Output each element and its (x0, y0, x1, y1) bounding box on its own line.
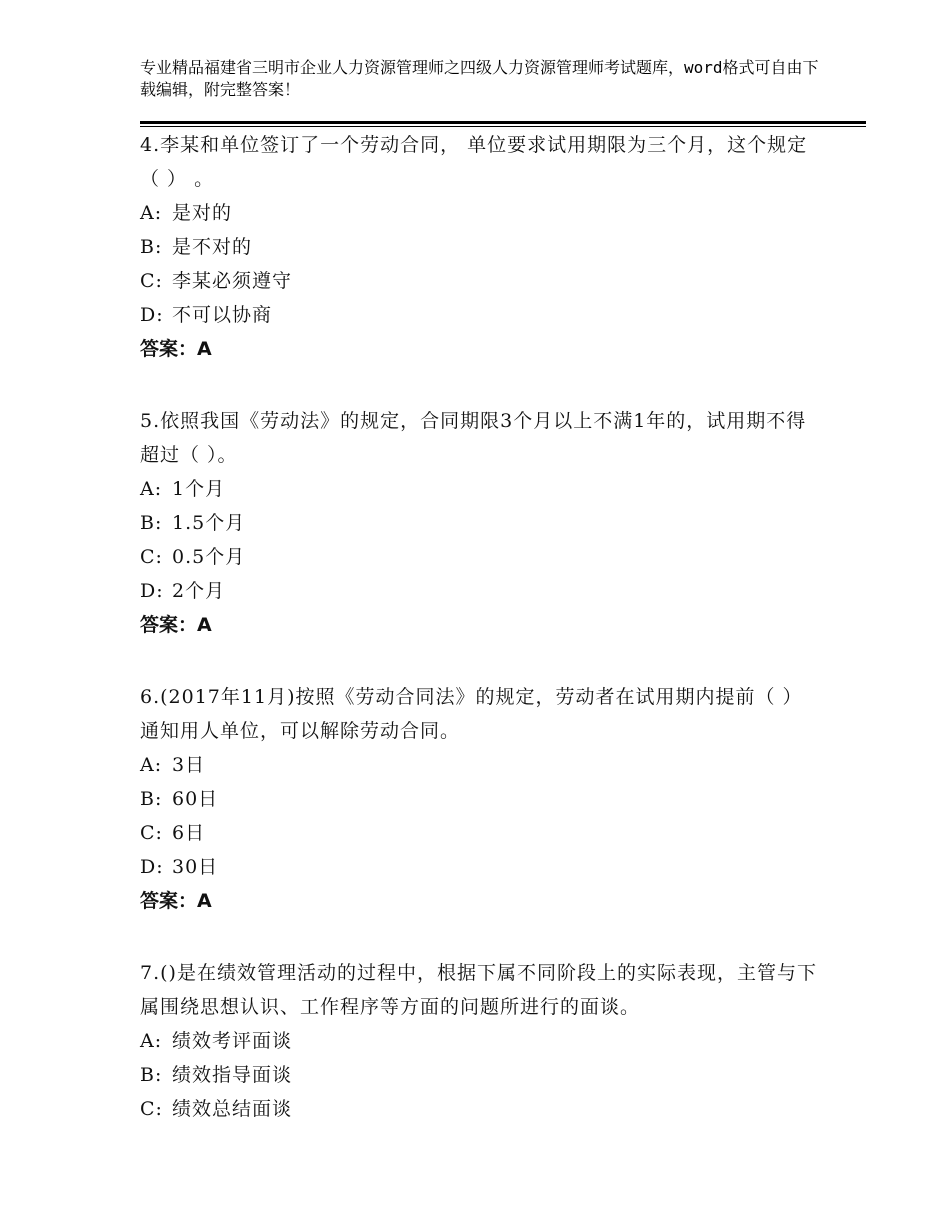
option-c (140, 540, 820, 574)
option-d (140, 850, 820, 884)
option-text: 绩效考评面谈 (172, 1030, 293, 1052)
option-a (140, 472, 820, 506)
option-key: D: (140, 580, 164, 602)
option-text: 绩效指导面谈 (172, 1064, 293, 1086)
option-key: D: (140, 856, 164, 878)
option-text: 60日 (172, 788, 219, 810)
question-stem: 5.依照我国《劳动法》的规定，合同期限3个月以上不满1年的，试用期不得超过（ ）。 (140, 410, 807, 466)
option-key: D: (140, 304, 164, 326)
option-text: 3日 (172, 754, 206, 776)
question-5 (140, 404, 820, 642)
option-text: 绩效总结面谈 (172, 1098, 293, 1120)
option-d (140, 298, 820, 332)
header-rule-thin (140, 126, 866, 127)
option-c (140, 816, 820, 850)
answer-line: 答案：A (140, 614, 212, 636)
option-text: 李某必须遵守 (172, 270, 293, 292)
option-text: 6日 (172, 822, 206, 844)
option-key: C: (140, 546, 163, 568)
answer-line: 答案：A (140, 338, 212, 360)
option-a (140, 748, 820, 782)
question-stem: 6.(2017年11月)按照《劳动合同法》的规定，劳动者在试用期内提前（ ）通知用人单位，可以解除劳动合同。 (140, 686, 803, 742)
option-key: C: (140, 270, 163, 292)
option-c (140, 1092, 820, 1126)
option-b (140, 782, 820, 816)
question-stem: 7.()是在绩效管理活动的过程中，根据下属不同阶段上的实际表现，主管与下属围绕思想认识、工作程序等方面的问题所进行的面谈。 (140, 962, 817, 1018)
question-list (140, 128, 820, 1164)
option-key: B: (140, 788, 163, 810)
answer-line: 答案：A (140, 890, 212, 912)
option-b (140, 506, 820, 540)
option-text: 是对的 (172, 202, 233, 224)
option-b (140, 230, 820, 264)
option-a (140, 196, 820, 230)
question-4 (140, 128, 820, 366)
option-key: A: (140, 754, 163, 776)
option-key: C: (140, 822, 163, 844)
option-text: 2个月 (172, 580, 226, 602)
option-d (140, 574, 820, 608)
option-text: 是不对的 (172, 236, 253, 258)
option-key: A: (140, 478, 163, 500)
header-rule-thick (140, 121, 866, 124)
option-key: A: (140, 1030, 163, 1052)
option-key: A: (140, 202, 163, 224)
option-key: C: (140, 1098, 163, 1120)
option-key: B: (140, 512, 163, 534)
option-text: 1.5个月 (172, 512, 246, 534)
option-key: B: (140, 236, 163, 258)
question-7 (140, 956, 820, 1126)
option-b (140, 1058, 820, 1092)
option-a (140, 1024, 820, 1058)
option-text: 不可以协商 (172, 304, 273, 326)
option-key: B: (140, 1064, 163, 1086)
option-text: 30日 (172, 856, 219, 878)
question-stem: 4.李某和单位签订了一个劳动合同， 单位要求试用期限为三个月，这个规定（ ） 。 (140, 134, 808, 190)
document-header: 专业精品福建省三明市企业人力资源管理师之四级人力资源管理师考试题库，word格式可自由下载编辑，附完整答案！ (140, 58, 819, 99)
option-text: 0.5个月 (172, 546, 246, 568)
option-c (140, 264, 820, 298)
option-text: 1个月 (172, 478, 226, 500)
question-6 (140, 680, 820, 918)
